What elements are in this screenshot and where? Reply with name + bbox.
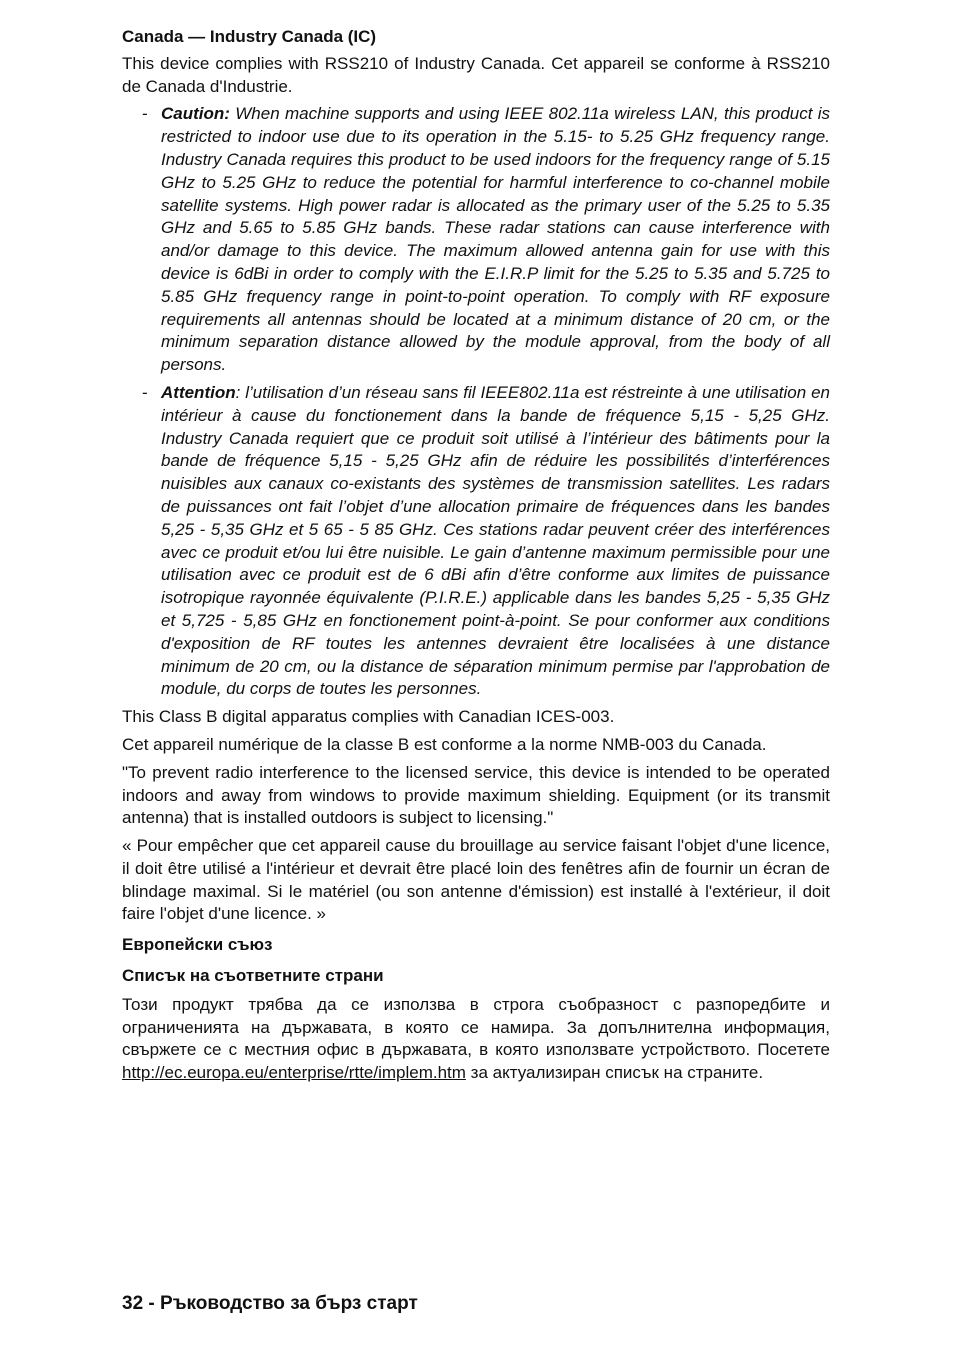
page-footer: 32 - Ръководство за бърз старт	[122, 1293, 418, 1314]
canada-bullet-list	[122, 103, 830, 701]
caution-bullet	[122, 103, 830, 377]
attention-bullet	[122, 382, 830, 701]
attention-lead: Attention	[161, 382, 236, 402]
bullet-dash: -	[142, 382, 148, 402]
section-subtitle-countries: Списък на съответните страни	[122, 966, 384, 986]
caution-text: When machine supports and using IEEE 802.11a wireless LAN, this product is restricted to indoor use due to its operation in the 5.15- to 5.25 GHz frequency range. Industry Canada requires this product to be used indoors for the frequency range of 5.15 GHz to 5.25 GHz to reduce the potential for harmful interference to co-channel mobile satellite systems. High power radar is allocated as the primary user of the 5.25 to 5.35 GHz and 5.65 to 5.85 GHz bands. These radar stations can cause interference with and/or damage to this device. The maximum allowed antenna gain for use with this device is 6dBi in order to comply with the E.I.R.P limit for the 5.25 to 5.35 and 5.725 to 5.85 GHz frequency range in point-to-point operation. To comply with RF exposure requirements all antennas should be located at a minimum distance of 20 cm, or the minimum separation distance allowed by the module approval, from the body of all persons.	[161, 104, 830, 375]
eu-text-after-link: за актуализиран списък на страните.	[465, 1063, 764, 1083]
attention-text: : l’utilisation d’un réseau sans fil IEEE802.11a est réstreinte à une utilisation en intérieur à cause du fonctionement dans la bande de fréquence 5,15 - 5,25 GHz. Industry Canada requiert que ce produit soit utilisé à l’intérieur des bâtiments pour la bande de fréquence 5,15 - 5,25 GHz afin de réduire les possibilités d’interférences nuisibles aux canaux co-existants des systèmes de transmission satellites. Les radars de puissances ont fait l’objet d’une allocation primaire de fréquences dans les bandes 5,25 - 5,35 GHz et 5 65 - 5 85 GHz. Ces stations radar peuvent créer des interférences avec ce produit et/ou lui être nuisible. Le gain d’antenne maximum permissible pour une utilisation avec ce produit est de 6 dBi afin d’être conforme aux limites de puissance isotropique rayonnée équivalente (P.I.R.E.) applicable dans les bandes 5,25 - 5,35 GHz et 5,725 - 5,85 GHz en fonctionement point-à-point. Se pour conformer aux conditions d'exposition de RF toutes les antennes devraient être localisées à une distance minimum de 20 cm, ou la distance de séparation minimum permise par l'approbation de module, du corps de toutes les personnes.	[161, 382, 830, 699]
class-b-english-paragraph: This Class B digital apparatus complies with Canadian ICES-003.	[122, 707, 615, 727]
document-page	[122, 26, 830, 1090]
class-b-french-paragraph: Cet appareil numérique de la classe B est conforme a la norme NMB-003 du Canada.	[122, 734, 767, 754]
section-title-canada: Canada — Industry Canada (IC)	[122, 27, 377, 46]
licensing-french-paragraph: « Pour empêcher que cet appareil cause du brouillage au service faisant l'objet d'une licence, il doit être utilisé a l'intérieur et devrait être placé loin des fenêtres afin de fournir un écran de blindage maximal. Si le matériel (ou son antenne d'émission) est installé à l'extérieur, il doit faire l'objet d'une licence. »	[122, 836, 830, 924]
eu-paragraph	[122, 994, 830, 1085]
licensing-english-paragraph: "To prevent radio interference to the licensed service, this device is intended to be operated indoors and away from windows to provide maximum shielding. Equipment (or its transmit antenna) that is installed outdoors is subject to licensing."	[122, 762, 830, 828]
bullet-dash: -	[142, 104, 148, 124]
section-title-eu: Европейски съюз	[122, 935, 273, 955]
eu-text-before-link: Този продукт трябва да се използва в строга съобразност с разпоредбите и ограниченията на държавата, в която се намира. За допълнителна информация, свържете се с местния офис в държавата, в която използвате устройството. Посетете	[122, 994, 830, 1060]
canada-intro-paragraph: This device complies with RSS210 of Industry Canada. Cet appareil se conforme à RSS210 de Canada d'Industrie.	[122, 53, 830, 96]
eu-implementation-link[interactable]: http://ec.europa.eu/enterprise/rtte/implem.htm	[122, 1063, 466, 1083]
caution-lead: Caution:	[161, 104, 230, 124]
